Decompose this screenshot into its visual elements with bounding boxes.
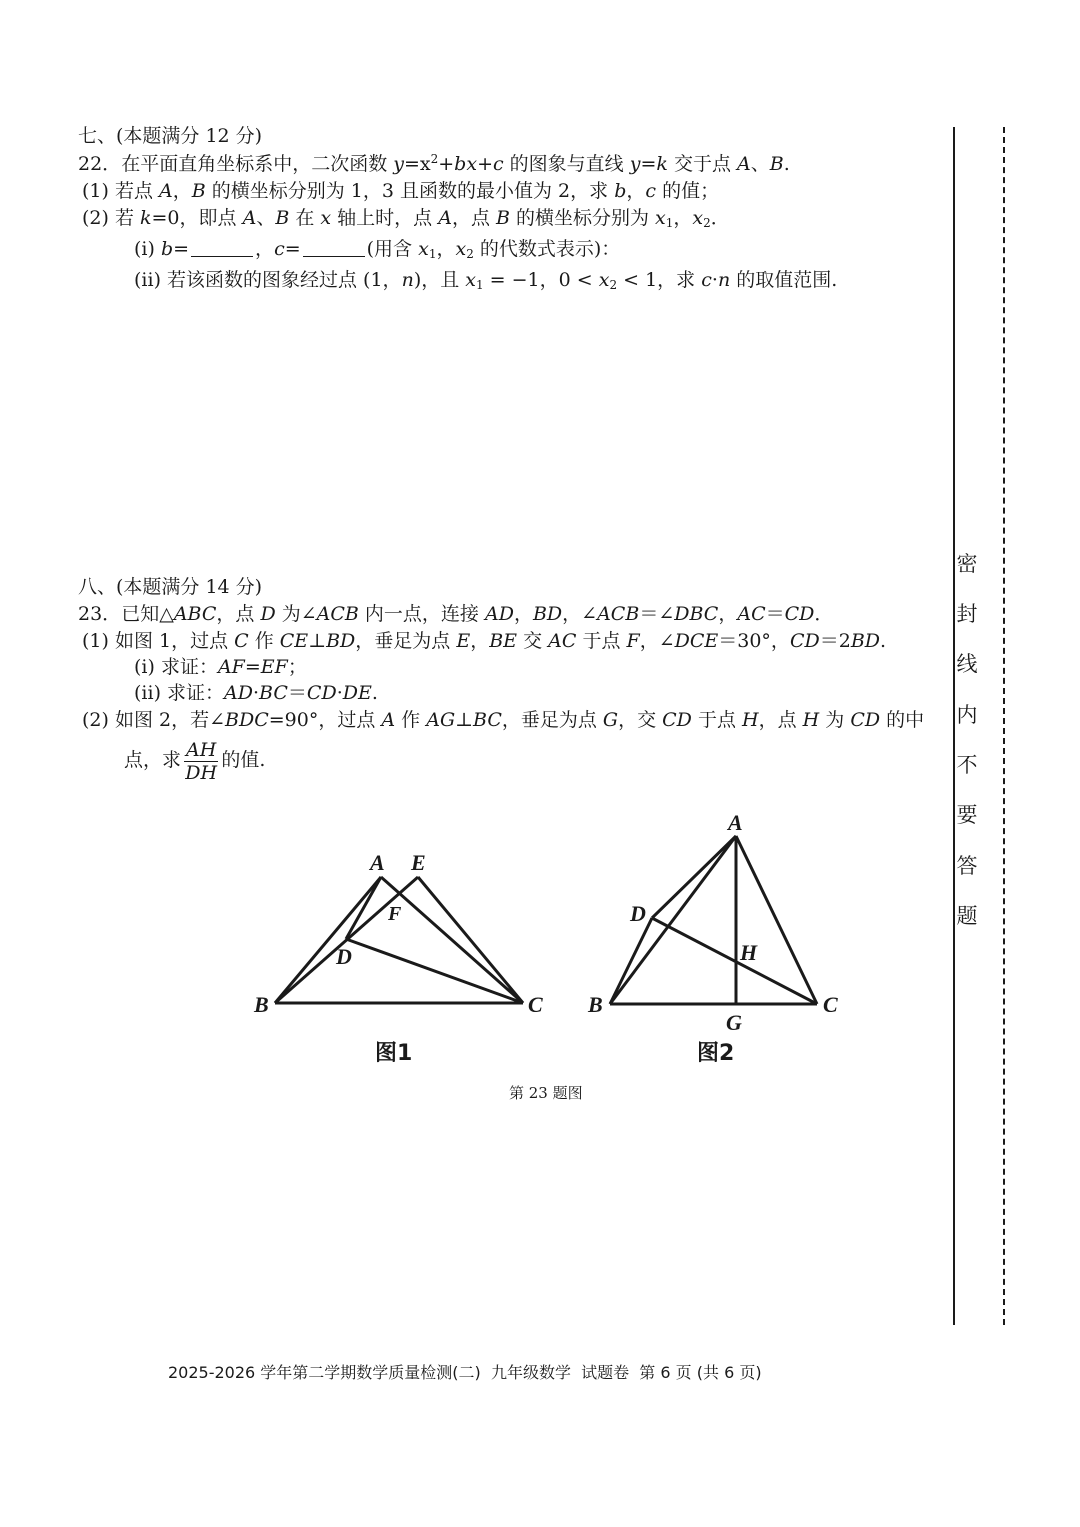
section-8-header: 八、(本题满分 14 分): [78, 576, 263, 598]
question-22-part-2-ii: (ii) 若该函数的图象经过点 (1，n)，且 $x_1 = -1$，$0 < x_2 < 1$，求 c·n 的取值范围.: [134, 269, 838, 292]
segment-bd: [610, 918, 652, 1004]
seal-char-2: 封: [956, 602, 978, 626]
fig1-label-f: F: [388, 903, 402, 925]
figure-2: [580, 806, 860, 1036]
page-footer: 2025-2026 学年第二学期数学质量检测(二) 九年级数学 试题卷 第 6 页 (共 6 页): [168, 1363, 762, 1382]
section-7-header: 七、(本题满分 12 分): [78, 125, 263, 147]
fig2-label-g: G: [726, 1010, 742, 1035]
segment-ab: [610, 836, 736, 1004]
figure-2-caption: 图2: [697, 1041, 735, 1066]
question-23-part-1: (1) 如图 1，过点 C 作 CE⊥BD，垂足为点 E，BE 交 AC 于点 F，∠DCE＝30°，CD＝2BD.: [82, 630, 887, 652]
seal-dashed-line: [1003, 127, 1005, 1325]
fig2-label-a: A: [728, 810, 743, 835]
answer-blank-c[interactable]: [303, 240, 365, 257]
answer-blank-b[interactable]: [191, 240, 253, 257]
question-23-stem: 23．已知△ABC，点 D 为∠ACB 内一点，连接 AD，BD，∠ACB＝∠DBC，AC＝CD．: [78, 603, 834, 625]
question-23-part-1-i: (i) 求证：AF=EF；: [134, 656, 307, 678]
question-23-part-2-line-2: 点，求 $\frac{AH}{DH}$ 的值.: [124, 738, 266, 784]
question-22-part-2: (2) 若 k=0，即点 A、B 在 x 轴上时，点 A，点 B 的横坐标分别为 $x_1$，$x_2$．: [82, 207, 730, 230]
segment-ac: [736, 836, 817, 1004]
figure-1-caption: 图1: [375, 1041, 413, 1066]
question-23-part-2: (2) 如图 2，若∠BDC=90°，过点 A 作 AG⊥BC，垂足为点 G，交 CD 于点 H，点 H 为 CD 的中: [82, 709, 925, 731]
figure-caption: 第 23 题图: [509, 1084, 583, 1102]
fraction-ah-over-dh: $\frac{AH}{DH}$: [185, 738, 218, 784]
fig2-label-b: B: [588, 992, 603, 1017]
fig1-label-e: E: [411, 850, 426, 875]
segment-ad: [346, 877, 381, 939]
seal-char-6: 要: [956, 803, 978, 827]
seal-char-5: 不: [956, 753, 978, 777]
seal-char-1: 密: [956, 552, 978, 576]
seal-char-4: 内: [956, 703, 978, 727]
fig1-label-b: B: [254, 992, 269, 1017]
seal-char-8: 题: [956, 904, 978, 928]
fig2-label-c: C: [823, 992, 838, 1017]
segment-ab: [275, 877, 381, 1003]
seal-char-3: 线: [956, 652, 978, 676]
segment-ad: [652, 836, 736, 918]
fig2-label-h: H: [740, 940, 758, 965]
fig2-label-d: D: [630, 901, 646, 926]
fig1-label-a: A: [370, 850, 385, 875]
question-22-part-2-i: (i) b= ，c= (用含 $x_1$，$x_2$ 的代数式表示)：: [134, 238, 621, 261]
fig1-label-c: C: [528, 992, 543, 1017]
figure-1: [240, 840, 560, 1030]
fig1-label-d: D: [336, 944, 352, 969]
question-22-stem: 22．在平面直角坐标系中，二次函数 $y=x^2+bx+c$ 的图象与直线 y=k 交于点 A、B.: [78, 152, 790, 175]
seal-char-7: 答: [956, 854, 978, 878]
question-23-part-1-ii: (ii) 求证：AD·BC＝CD·DE.: [134, 682, 378, 704]
segment-ac: [381, 877, 523, 1003]
question-22-part-1: (1) 若点 A，B 的横坐标分别为 1，3 且函数的最小值为 2，求 b，c 的值；: [82, 180, 720, 202]
